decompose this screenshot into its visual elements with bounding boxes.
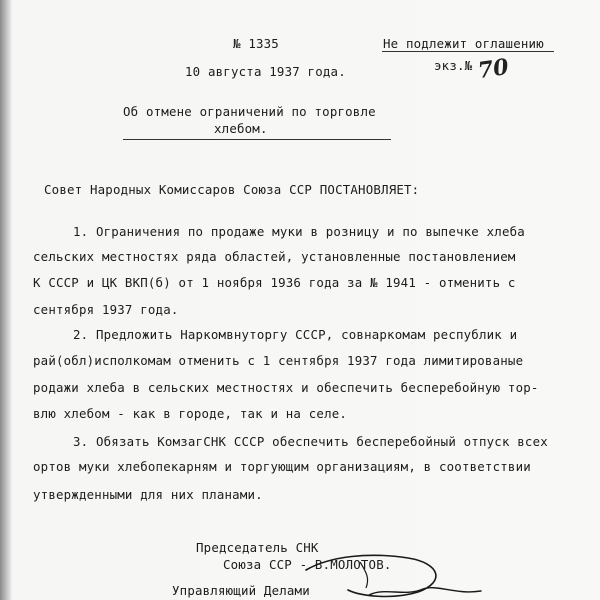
paragraph-2-line: 2. Предложить Наркомвнуторгу СССР, совнаркомам республик и	[73, 327, 518, 342]
scan-margin-shadow	[0, 0, 12, 600]
subject-line-2: хлебом.	[214, 121, 268, 136]
paragraph-2-line: влю хлебом - как в городе, так и на селе.	[33, 406, 348, 421]
paragraph-1-line: К СССР и ЦК ВКП(б) от 1 ноября 1936 года за № 1941 - отменить с	[33, 275, 516, 290]
subject-line-1: Об отмене ограничений по торговле	[123, 104, 376, 119]
paragraph-3-line: 3. Обязать КомзагСНК СССР обеспечить бесперебойный отпуск всех	[73, 434, 548, 449]
copy-number-label: экз.№	[434, 58, 473, 73]
document-date: 10 августа 1937 года.	[185, 64, 346, 79]
paragraph-2-line: родажи хлеба в сельских местностях и обеспечить бесперебойную тор-	[33, 380, 539, 395]
paragraph-3-line: ортов муки хлебопекарням и торгующим организациям, в соответствии	[33, 459, 531, 474]
signatory-title: Председатель СНК	[196, 540, 319, 555]
secrecy-underline	[382, 51, 554, 52]
signatory-name: Союза ССР - В.МОЛОТОВ.	[223, 557, 392, 572]
paragraph-2-line: рай(обл)исполкомам отменить с 1 сентября 1937 года лимитированые	[33, 353, 524, 368]
paragraph-1-line: 1. Ограничения по продаже муки в розницу и по выпечке хлеба	[73, 224, 525, 239]
handwritten-copy-number: 70	[476, 53, 511, 85]
paragraph-3-line: утвержденными для них планами.	[33, 487, 263, 502]
administrator-title: Управляющий Делами	[172, 583, 310, 598]
paragraph-1-line: сентября 1937 года.	[33, 302, 179, 317]
document-number: № 1335	[233, 36, 279, 51]
handwritten-signature-icon	[365, 583, 485, 600]
decree-statement: Совет Народных Комиссаров Союза ССР ПОСТАНОВЛЯЕТ:	[44, 182, 420, 197]
subject-underline	[123, 139, 391, 140]
secrecy-stamp: Не подлежит оглашению	[383, 36, 544, 51]
paragraph-1-line: сельских местностях ряда областей, установленные постановлением	[33, 249, 516, 264]
